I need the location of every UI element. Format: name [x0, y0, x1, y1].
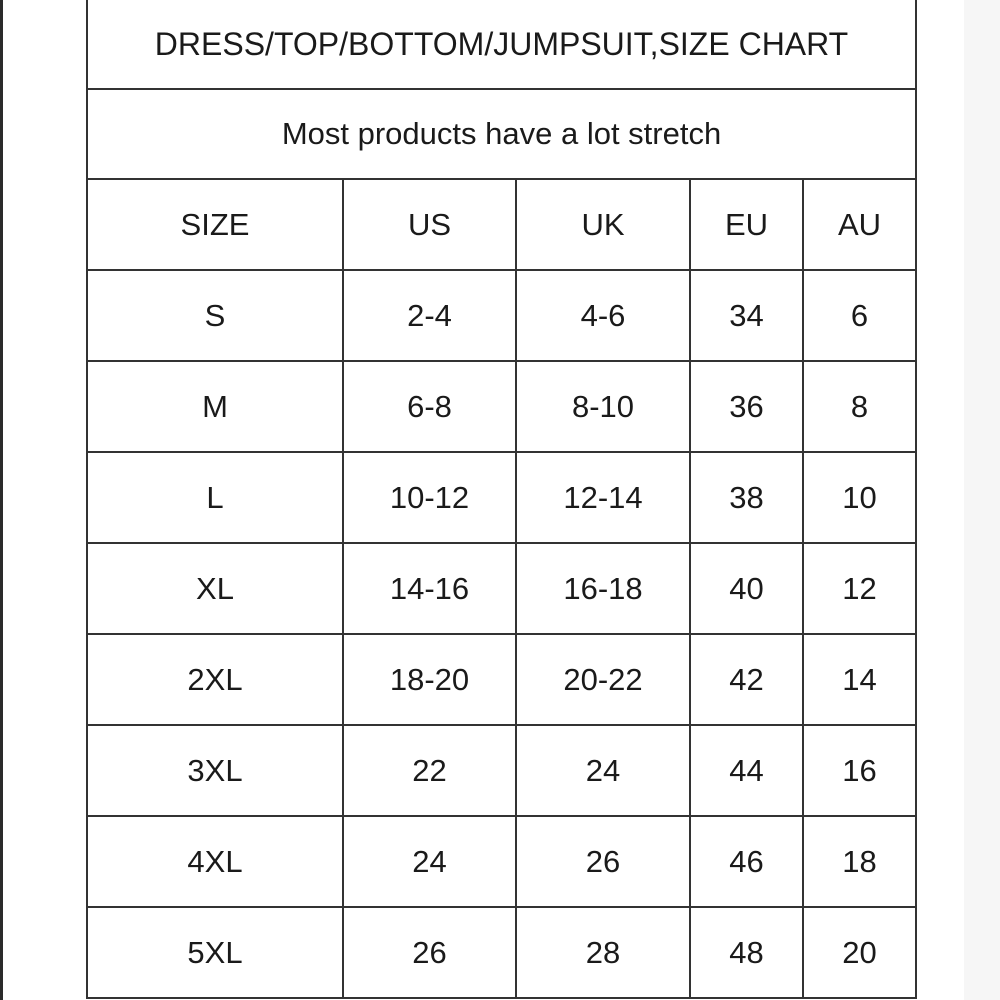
cell-au: 18: [803, 816, 916, 907]
header-size: SIZE: [87, 179, 343, 270]
cell-us: 18-20: [343, 634, 516, 725]
cell-us: 2-4: [343, 270, 516, 361]
cell-uk: 26: [516, 816, 690, 907]
cell-us: 24: [343, 816, 516, 907]
title-row: [87, 0, 916, 89]
cell-us: 6-8: [343, 361, 516, 452]
cell-us: 26: [343, 907, 516, 998]
size-chart-table: [86, 0, 917, 999]
cell-au: 16: [803, 725, 916, 816]
cell-uk: 20-22: [516, 634, 690, 725]
cell-size: 4XL: [87, 816, 343, 907]
chart-title: DRESS/TOP/BOTTOM/JUMPSUIT,SIZE CHART: [87, 0, 916, 89]
cell-eu: 44: [690, 725, 803, 816]
table-row: [87, 270, 916, 361]
cell-au: 20: [803, 907, 916, 998]
cell-eu: 42: [690, 634, 803, 725]
cell-au: 12: [803, 543, 916, 634]
cell-au: 8: [803, 361, 916, 452]
cell-uk: 4-6: [516, 270, 690, 361]
cell-uk: 16-18: [516, 543, 690, 634]
cell-us: 22: [343, 725, 516, 816]
cell-au: 6: [803, 270, 916, 361]
cell-eu: 34: [690, 270, 803, 361]
cell-size: XL: [87, 543, 343, 634]
table-row: [87, 452, 916, 543]
cell-eu: 36: [690, 361, 803, 452]
cell-size: S: [87, 270, 343, 361]
header-au: AU: [803, 179, 916, 270]
cell-size: 2XL: [87, 634, 343, 725]
cell-eu: 46: [690, 816, 803, 907]
cell-eu: 40: [690, 543, 803, 634]
header-eu: EU: [690, 179, 803, 270]
header-us: US: [343, 179, 516, 270]
table-row: [87, 816, 916, 907]
left-edge-divider: [0, 0, 3, 1000]
cell-size: L: [87, 452, 343, 543]
cell-uk: 28: [516, 907, 690, 998]
table-row: [87, 634, 916, 725]
cell-uk: 24: [516, 725, 690, 816]
cell-au: 10: [803, 452, 916, 543]
cell-eu: 38: [690, 452, 803, 543]
cell-uk: 8-10: [516, 361, 690, 452]
cell-eu: 48: [690, 907, 803, 998]
table-row: [87, 725, 916, 816]
right-margin: [964, 0, 1000, 1000]
header-row: [87, 179, 916, 270]
cell-size: 3XL: [87, 725, 343, 816]
stretch-note: Most products have a lot stretch: [87, 89, 916, 179]
cell-uk: 12-14: [516, 452, 690, 543]
table-row: [87, 361, 916, 452]
cell-size: 5XL: [87, 907, 343, 998]
table-row: [87, 543, 916, 634]
cell-us: 10-12: [343, 452, 516, 543]
cell-au: 14: [803, 634, 916, 725]
note-row: [87, 89, 916, 179]
table-row: [87, 907, 916, 998]
cell-size: M: [87, 361, 343, 452]
cell-us: 14-16: [343, 543, 516, 634]
header-uk: UK: [516, 179, 690, 270]
